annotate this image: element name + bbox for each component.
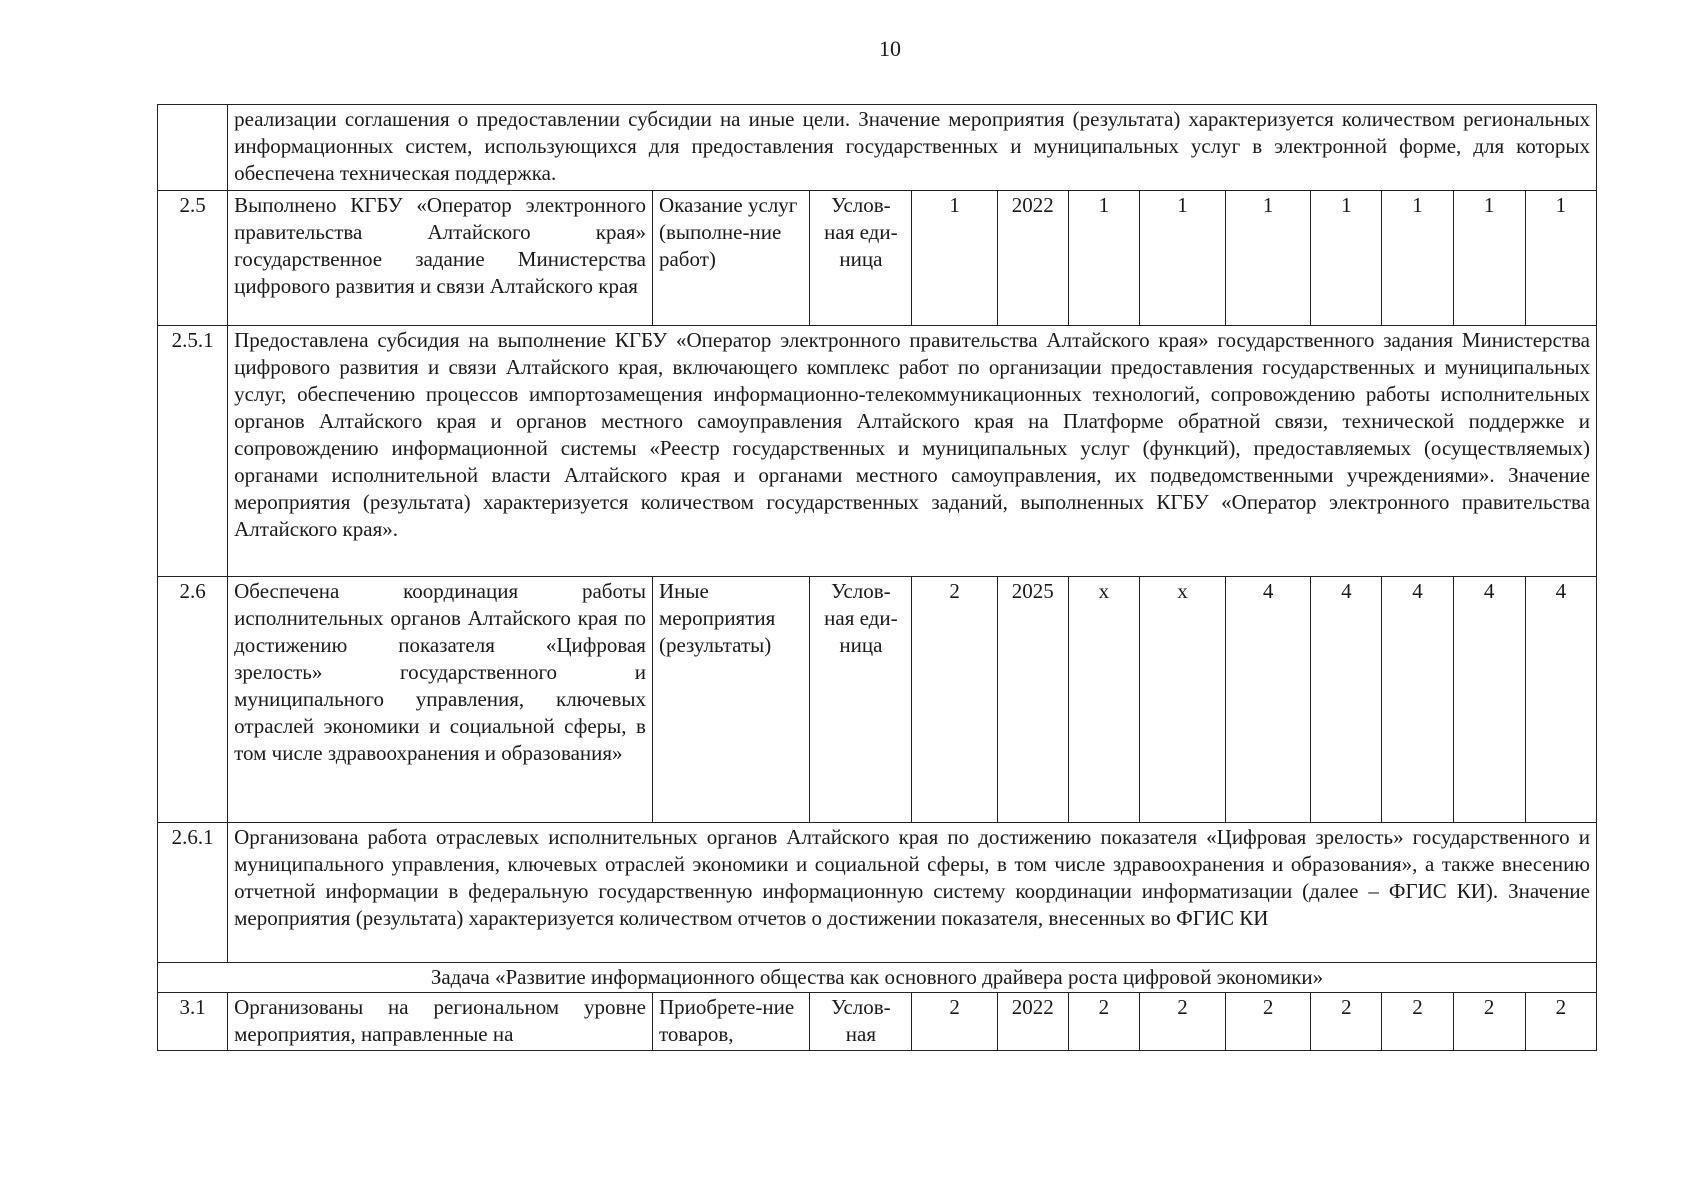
task-header: Задача «Развитие информационного общества как основного драйвера роста цифровой экономики» bbox=[158, 963, 1597, 993]
page-number: 10 bbox=[879, 36, 901, 61]
row-value: 2022 bbox=[997, 191, 1068, 326]
row-name: Выполнено КГБУ «Оператор электронного правительства Алтайского края» государственное задание Министерства цифрового развития и связи Алтайского края bbox=[228, 191, 653, 326]
row-description: Организована работа отраслевых исполнительных органов Алтайского края по достижению показателя «Цифровая зрелость» государственного и муниципального управления, ключевых отраслей экономики и социальной сферы, в том числе здравоохранения и образования», а также внесению отчетной информации в федеральную государственную информационную систему координации информатизации (далее – ФГИС КИ). Значение мероприятия (результата) характеризуется количеством отчетов о достижении показателя, внесенных во ФГИС КИ bbox=[228, 823, 1597, 963]
row-value: 2025 bbox=[997, 577, 1068, 823]
row-value: 2 bbox=[912, 993, 997, 1051]
row-value: 2 bbox=[1311, 993, 1382, 1051]
table-row bbox=[158, 577, 1597, 823]
row-type: Приобрете-ние товаров, bbox=[652, 993, 809, 1051]
table-row bbox=[158, 823, 1597, 963]
row-name: Организованы на региональном уровне мероприятия, направленные на bbox=[228, 993, 653, 1051]
row-value: 4 bbox=[1525, 577, 1596, 823]
row-value: 2022 bbox=[997, 993, 1068, 1051]
table-row bbox=[158, 326, 1597, 577]
row-value: 2 bbox=[912, 577, 997, 823]
row-value: 4 bbox=[1226, 577, 1311, 823]
row-value: 2 bbox=[1068, 993, 1139, 1051]
row-value: 2 bbox=[1525, 993, 1596, 1051]
row-number bbox=[158, 105, 228, 191]
table-row bbox=[158, 191, 1597, 326]
indicators-table bbox=[157, 104, 1597, 1051]
row-unit: Услов-ная еди-ница bbox=[810, 191, 912, 326]
row-value: 4 bbox=[1453, 577, 1525, 823]
row-number: 2.5 bbox=[158, 191, 228, 326]
row-value: 4 bbox=[1382, 577, 1453, 823]
table-row bbox=[158, 963, 1597, 993]
row-value: 4 bbox=[1311, 577, 1382, 823]
row-value: 2 bbox=[1382, 993, 1453, 1051]
row-number: 2.6 bbox=[158, 577, 228, 823]
row-value: х bbox=[1139, 577, 1225, 823]
row-value: 1 bbox=[1311, 191, 1382, 326]
row-value: 2 bbox=[1226, 993, 1311, 1051]
row-value: 1 bbox=[1226, 191, 1311, 326]
row-type: Иные мероприятия (результаты) bbox=[652, 577, 809, 823]
table-row bbox=[158, 993, 1597, 1051]
row-value: 1 bbox=[1453, 191, 1525, 326]
row-value: 1 bbox=[1525, 191, 1596, 326]
row-description: реализации соглашения о предоставлении субсидии на иные цели. Значение мероприятия (результата) характеризуется количеством региональных информационных систем, использующихся для предоставления государственных и муниципальных услуг в электронной форме, для которых обеспечена техническая поддержка. bbox=[228, 105, 1597, 191]
row-number: 2.6.1 bbox=[158, 823, 228, 963]
row-value: 1 bbox=[1139, 191, 1225, 326]
row-number: 3.1 bbox=[158, 993, 228, 1051]
row-value: 2 bbox=[1453, 993, 1525, 1051]
row-value: 1 bbox=[1068, 191, 1139, 326]
row-value: 1 bbox=[1382, 191, 1453, 326]
row-unit: Услов-ная еди-ница bbox=[810, 577, 912, 823]
row-value: 2 bbox=[1139, 993, 1225, 1051]
row-value: 1 bbox=[912, 191, 997, 326]
table-row bbox=[158, 105, 1597, 191]
row-type: Оказание услуг (выполне-ние работ) bbox=[652, 191, 809, 326]
row-value: х bbox=[1068, 577, 1139, 823]
row-name: Обеспечена координация работы исполнительных органов Алтайского края по достижению показателя «Цифровая зрелость» государственного и муниципального управления, ключевых отраслей экономики и социальной сферы, в том числе здравоохранения и образования» bbox=[228, 577, 653, 823]
row-number: 2.5.1 bbox=[158, 326, 228, 577]
row-description: Предоставлена субсидия на выполнение КГБУ «Оператор электронного правительства Алтайского края» государственного задания Министерства цифрового развития и связи Алтайского края, включающего комплекс работ по организации предоставления государственных и муниципальных услуг, обеспечению процессов импортозамещения информационно-телекоммуникационных технологий, сопровождению работы исполнительных органов Алтайского края и органов местного самоуправления Алтайского края на Платформе обратной связи, технической поддержке и сопровождению информационной системы «Реестр государственных и муниципальных услуг (функций), предоставляемых (осуществляемых) органами исполнительной власти Алтайского края и органами местного самоуправления, их подведомственными учреждениями». Значение мероприятия (результата) характеризуется количеством государственных заданий, выполненных КГБУ «Оператор электронного правительства Алтайского края». bbox=[228, 326, 1597, 577]
row-unit: Услов-ная bbox=[810, 993, 912, 1051]
